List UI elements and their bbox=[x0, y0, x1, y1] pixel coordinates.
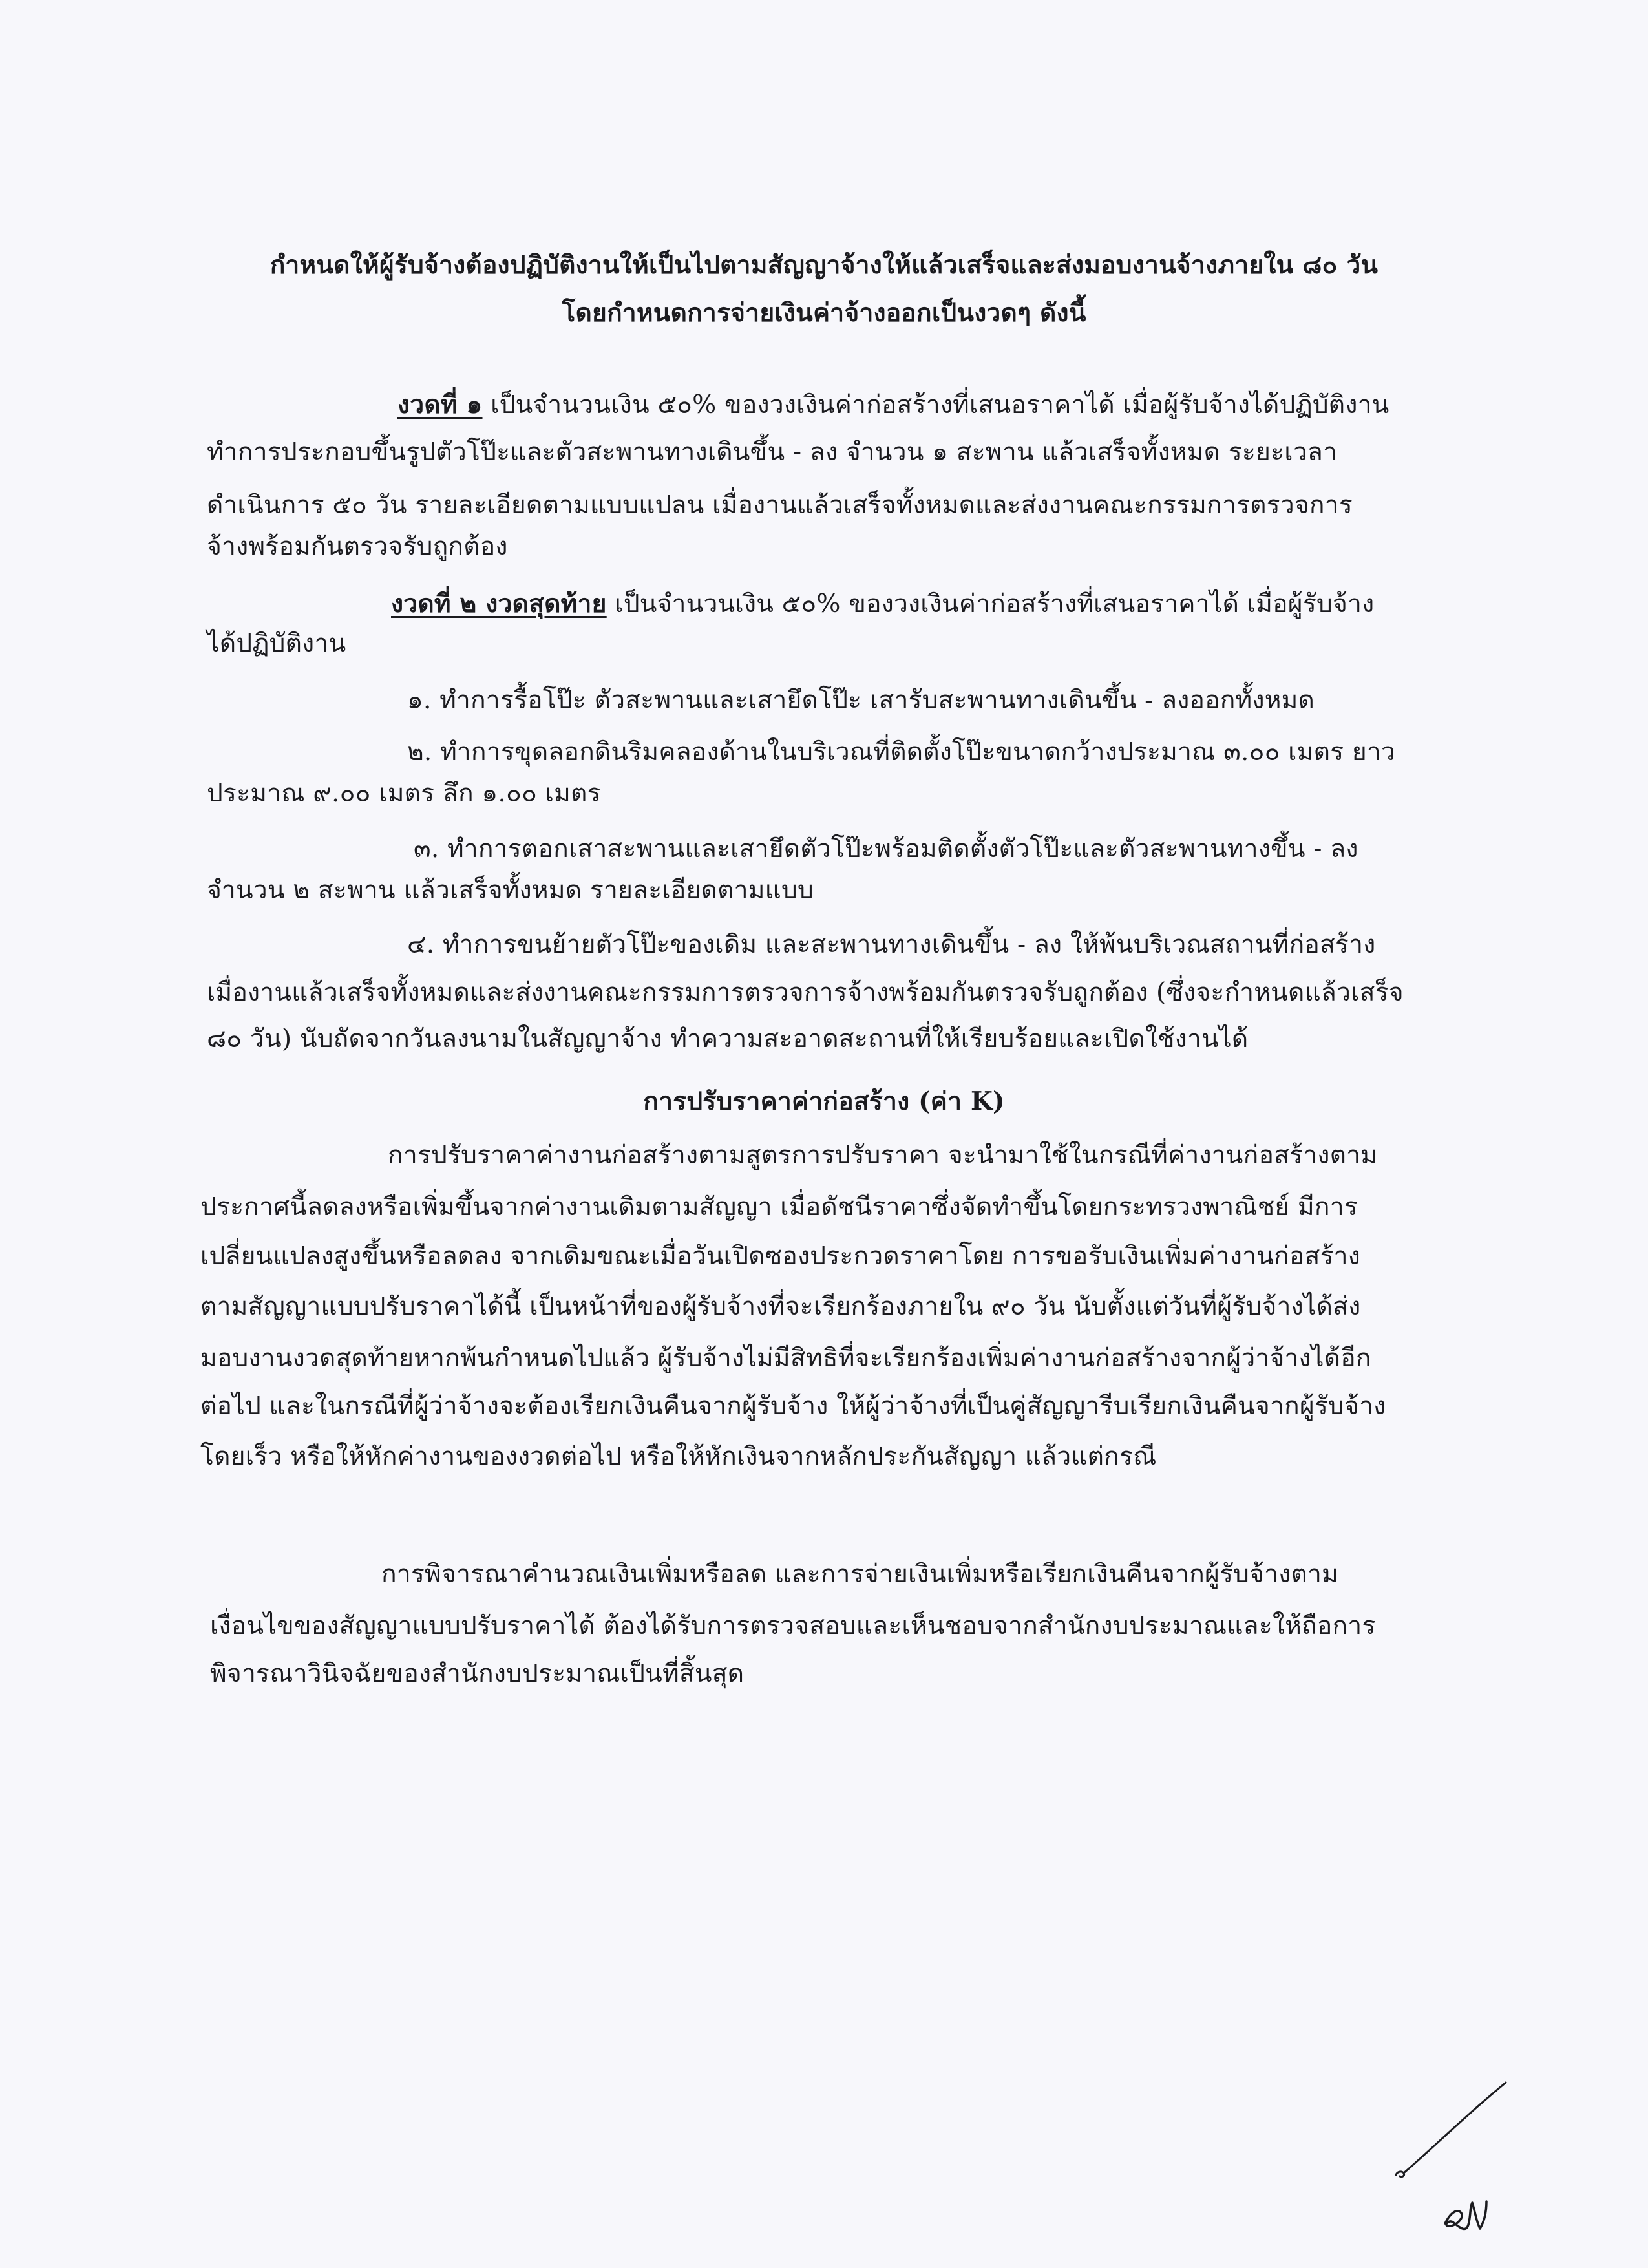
installment-1-line-3: ดำเนินการ ๕๐ วัน รายละเอียดตามแบบแปลน เมื่องานแล้วเสร็จทั้งหมดและส่งงานคณะกรรมการตรวจการ bbox=[207, 491, 1353, 520]
item-2-line-2: ประมาณ ๙.๐๐ เมตร ลึก ๑.๐๐ เมตร bbox=[207, 779, 601, 808]
installment-1-line-4: จ้างพร้อมกันตรวจรับถูกต้อง bbox=[207, 532, 508, 561]
item-4-line-3: ๘๐ วัน) นับถัดจากวันลงนามในสัญญาจ้าง ทำความสะอาดสะถานที่ให้เรียบร้อยและเปิดใช้งานได้ bbox=[207, 1024, 1249, 1054]
k-line-2: ประกาศนี้ลดลงหรือเพิ่มขึ้นจากค่างานเดิมตามสัญญา เมื่อดัชนีราคาซึ่งจัดทำขึ้นโดยกระทรวงพาณิชย์ มีการ bbox=[200, 1192, 1358, 1222]
installment-2-line-1-text: เป็นจำนวนเงิน ๕๐% ของวงเงินค่าก่อสร้างที่เสนอราคาได้ เมื่อผู้รับจ้าง bbox=[606, 589, 1375, 619]
item-2-line-1: ๒. ทำการขุดลอกดินริมคลองด้านในบริเวณที่ติดตั้งโป๊ะขนาดกว้างประมาณ ๓.๐๐ เมตร ยาว bbox=[407, 737, 1396, 767]
k-line-7: โดยเร็ว หรือให้หักค่างานของงวดต่อไป หรือให้หักเงินจากหลักประกันสัญญา แล้วแต่กรณี bbox=[200, 1442, 1157, 1471]
installment-2-line-2: ได้ปฏิบัติงาน bbox=[207, 629, 346, 658]
k-para2-line-2: เงื่อนไขของสัญญาแบบปรับราคาได้ ต้องได้รับการตรวจสอบและเห็นชอบจากสำนักงบประมาณและให้ถือการ bbox=[210, 1611, 1376, 1640]
installment-1-line-1 bbox=[397, 387, 1389, 423]
k-line-4: ตามสัญญาแบบปรับราคาได้นี้ เป็นหน้าที่ของผู้รับจ้างที่จะเรียกร้องภายใน ๙๐ วัน นับตั้งแต่วันที่ผู้รับจ้างได้ส่ง bbox=[200, 1292, 1361, 1321]
installment-1-line-2: ทำการประกอบขึ้นรูปตัวโป๊ะและตัวสะพานทางเดินขึ้น - ลง จำนวน ๑ สะพาน แล้วเสร็จทั้งหมด ระยะเวลา bbox=[207, 438, 1338, 467]
signature-icon bbox=[1389, 2081, 1538, 2249]
k-para2-line-1: การพิจารณาคำนวณเงินเพิ่มหรือลด และการจ่ายเงินเพิ่มหรือเรียกเงินคืนจากผู้รับจ้างตาม bbox=[381, 1560, 1339, 1589]
item-1-line-1: ๑. ทำการรื้อโป๊ะ ตัวสะพานและเสายึดโป๊ะ เสารับสะพานทางเดินขึ้น - ลงออกทั้งหมด bbox=[407, 686, 1315, 715]
k-line-3: เปลี่ยนแปลงสูงขึ้นหรือลดลง จากเดิมขณะเมื่อวันเปิดซองประกวดราคาโดย การขอรับเงินเพิ่มค่างานก่อสร้าง bbox=[200, 1242, 1361, 1271]
installment-2-label: งวดที่ ๒ งวดสุดท้าย bbox=[391, 589, 607, 619]
k-para2-line-3: พิจารณาวินิจฉัยของสำนักงบประมาณเป็นที่สิ้นสุด bbox=[210, 1659, 745, 1688]
installment-1-label: งวดที่ ๑ bbox=[397, 390, 483, 419]
installment-2-line-1 bbox=[391, 586, 1374, 622]
header-line-2: โดยกำหนดการจ่ายเงินค่าจ้างออกเป็นงวดๆ ดังนี้ bbox=[562, 298, 1086, 328]
k-line-1: การปรับราคาค่างานก่อสร้างตามสูตรการปรับราคา จะนำมาใช้ในกรณีที่ค่างานก่อสร้างตาม bbox=[388, 1141, 1378, 1170]
k-section-title: การปรับราคาค่าก่อสร้าง (ค่า K) bbox=[643, 1086, 1005, 1116]
header-line-1: กำหนดให้ผู้รับจ้างต้องปฏิบัติงานให้เป็นไปตามสัญญาจ้างให้แล้วเสร็จและส่งมอบงานจ้างภายใน ๘๐ วัน bbox=[269, 250, 1379, 280]
k-line-5: มอบงานงวดสุดท้ายหากพ้นกำหนดไปแล้ว ผู้รับจ้างไม่มีสิทธิที่จะเรียกร้องเพิ่มค่างานก่อสร้างจากผู้ว่าจ้างได้อีก bbox=[200, 1344, 1371, 1373]
k-line-6: ต่อไป และในกรณีที่ผู้ว่าจ้างจะต้องเรียกเงินคืนจากผู้รับจ้าง ให้ผู้ว่าจ้างที่เป็นคู่สัญญารีบเรียกเงินคืนจากผู้รับจ้าง bbox=[200, 1392, 1386, 1421]
item-4-line-2: เมื่องานแล้วเสร็จทั้งหมดและส่งงานคณะกรรมการตรวจการจ้างพร้อมกันตรวจรับถูกต้อง (ซึ่งจะกำหนดแล้วเสร็จ bbox=[207, 978, 1404, 1007]
installment-1-line-1-text: เป็นจำนวนเงิน ๕๐% ของวงเงินค่าก่อสร้างที่เสนอราคาได้ เมื่อผู้รับจ้างได้ปฏิบัติงาน bbox=[482, 390, 1389, 419]
item-4-line-1: ๔. ทำการขนย้ายตัวโป๊ะของเดิม และสะพานทางเดินขึ้น - ลง ให้พ้นบริเวณสถานที่ก่อสร้าง bbox=[407, 930, 1376, 959]
item-3-line-2: จำนวน ๒ สะพาน แล้วเสร็จทั้งหมด รายละเอียดตามแบบ bbox=[207, 876, 814, 905]
item-3-line-1: ๓. ทำการตอกเสาสะพานและเสายึดตัวโป๊ะพร้อมติดตั้งตัวโป๊ะและตัวสะพานทางขึ้น - ลง bbox=[414, 834, 1358, 864]
